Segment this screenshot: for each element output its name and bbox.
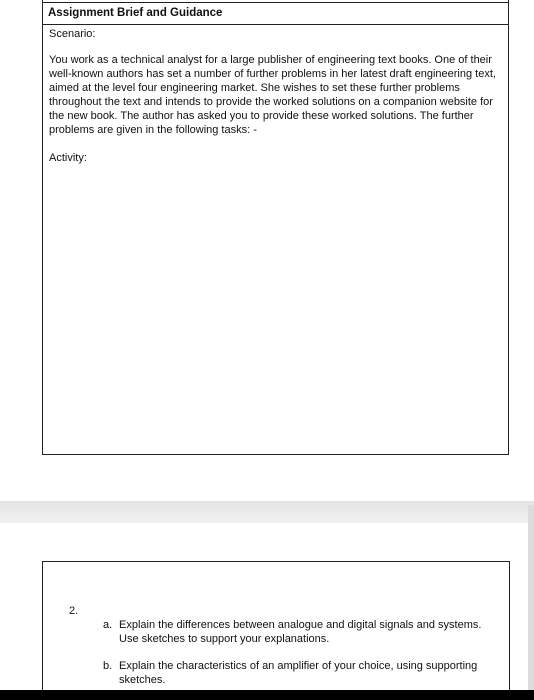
task-item (103, 619, 503, 646)
bottom-bar (0, 690, 534, 700)
task-letter: a. (103, 619, 113, 631)
activity-label: Activity: (49, 152, 87, 164)
task-letter: b. (103, 660, 113, 672)
scenario-text: You work as a technical analyst for a large publisher of engineering text books. One of their well-known authors has set a number of further problems in her latest draft engineering text, aimed at the level four engineering market. She wishes to set these further problems throughout the text and intends to provide the worked solutions on a companion website for the new book. The author has asked you to provide these worked solutions. The further problems are given in the following tasks: - (49, 54, 496, 136)
question-number: 2. (69, 605, 79, 617)
brief-title: Assignment Brief and Guidance (48, 7, 223, 19)
assignment-brief-page (42, 0, 509, 455)
question-page (42, 561, 510, 700)
task-text: Explain the characteristics of an amplifier of your choice, using supporting sketches. (119, 660, 478, 686)
task-text: Explain the differences between analogue and digital signals and systems. Use sketches to support your explanations. (119, 619, 482, 645)
page-gap (0, 501, 534, 523)
task-item (103, 660, 503, 687)
page-edge-shadow (528, 505, 534, 700)
brief-header (43, 2, 508, 25)
scenario-label: Scenario: (49, 28, 96, 40)
